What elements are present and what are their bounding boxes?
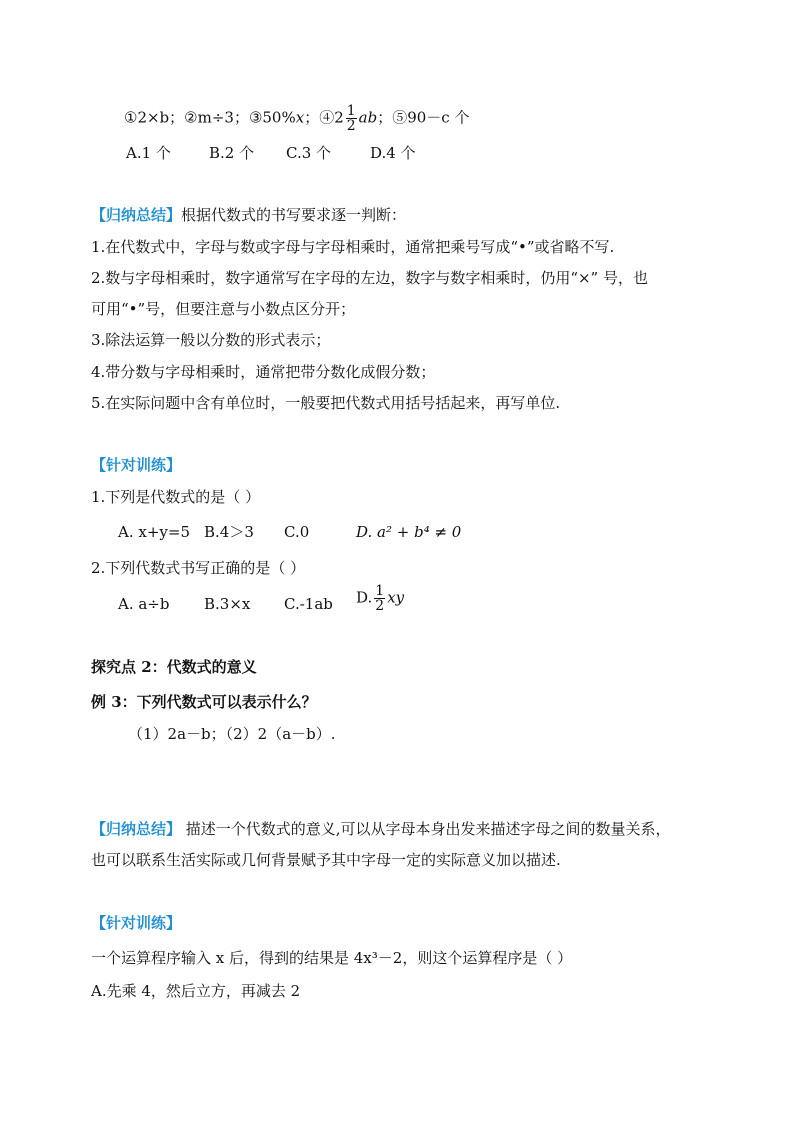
- options-text-3: ；⑤90－c 个: [377, 108, 470, 127]
- choices-line: [126, 143, 416, 163]
- q2-option-d-label: D.: [356, 588, 373, 607]
- choice-b: B.2 个: [209, 144, 255, 162]
- q2-option-b: B.3×x: [204, 595, 251, 613]
- practice1-tag: 【针对训练】: [91, 456, 182, 474]
- options-var-2: ab: [358, 108, 378, 127]
- q1-option-d: D. a² + b⁴ ≠ 0: [356, 523, 462, 541]
- practice2-question: 一个运算程序输入 x 后，得到的结果是 4x³－2，则这个运算程序是（ ）: [91, 949, 573, 967]
- q1-option-b: B.4＞3: [204, 523, 254, 541]
- choice-d: D.4 个: [370, 144, 416, 162]
- q1-option-c: C.0: [284, 523, 310, 541]
- summary1-item-2-cont: 可用“•”号，但要注意与小数点区分开；: [91, 300, 356, 318]
- practice-q1-options: [118, 522, 462, 542]
- q2-d-numerator: 1: [375, 583, 385, 599]
- summary2-tag: 【归纳总结】: [91, 820, 182, 838]
- summary1-item-5: 5.在实际问题中含有单位时，一般要把代数式用括号括起来，再写单位.: [91, 394, 561, 412]
- choice-c: C.3 个: [286, 144, 332, 162]
- q1-option-a: A. x+y=5: [118, 523, 190, 541]
- summary1-item-2: 2.数与字母相乘时，数字通常写在字母的左边，数字与数字相乘时，仍用“×” 号，也: [91, 269, 648, 287]
- fraction-numerator: 1: [346, 103, 356, 119]
- q2-option-d: [356, 584, 404, 613]
- summary1-item-3: 3.除法运算一般以分数的形式表示；: [91, 331, 331, 349]
- section-title: 探究点 2：代数式的意义: [91, 658, 257, 676]
- practice-q2-options: [118, 583, 405, 614]
- fraction-denominator: 2: [346, 118, 356, 134]
- practice-question-2: 2.下列代数式书写正确的是（ ）: [91, 559, 306, 577]
- practice-question-1: 1.下列是代数式的是（ ）: [91, 488, 261, 506]
- summary2-line-1: [91, 819, 671, 839]
- example-items: （1）2a－b；（2）2（a－b）.: [128, 725, 336, 743]
- summary-tag: 【归纳总结】: [91, 206, 182, 224]
- summary-intro: 根据代数式的书写要求逐一判断：: [181, 206, 407, 224]
- options-fraction: [346, 104, 357, 133]
- options-text-2: ；④2: [304, 108, 344, 127]
- q2-d-denominator: 2: [375, 598, 385, 614]
- summary1-item-1: 1.在代数式中，字母与数或字母与字母相乘时，通常把乘号写成“•”或省略不写.: [91, 238, 615, 256]
- q2-option-c: C.-1ab: [284, 595, 333, 613]
- example-heading: 例 3：下列代数式可以表示什么？: [91, 693, 317, 711]
- summary2-line-2: 也可以联系生活实际或几何背景赋予其中字母一定的实际意义加以描述.: [91, 851, 561, 869]
- q2-option-a: A. a÷b: [118, 595, 170, 613]
- summary2-text-1: 描述一个代数式的意义,可以从字母本身出发来描述字母之间的数量关系，: [181, 820, 671, 838]
- q2-d-var: xy: [387, 588, 405, 607]
- summary1-heading: [91, 205, 406, 225]
- summary1-item-4: 4.带分数与字母相乘时，通常把带分数化成假分数；: [91, 363, 436, 381]
- options-var-1: x: [295, 108, 305, 127]
- question-options-line: [124, 104, 469, 133]
- practice2-tag: 【针对训练】: [91, 914, 182, 932]
- choice-a: A.1 个: [126, 144, 171, 162]
- practice2-option-a: A.先乘 4，然后立方，再减去 2: [91, 982, 301, 1000]
- options-text-1: ①2×b；②m÷3；③50%: [124, 108, 296, 127]
